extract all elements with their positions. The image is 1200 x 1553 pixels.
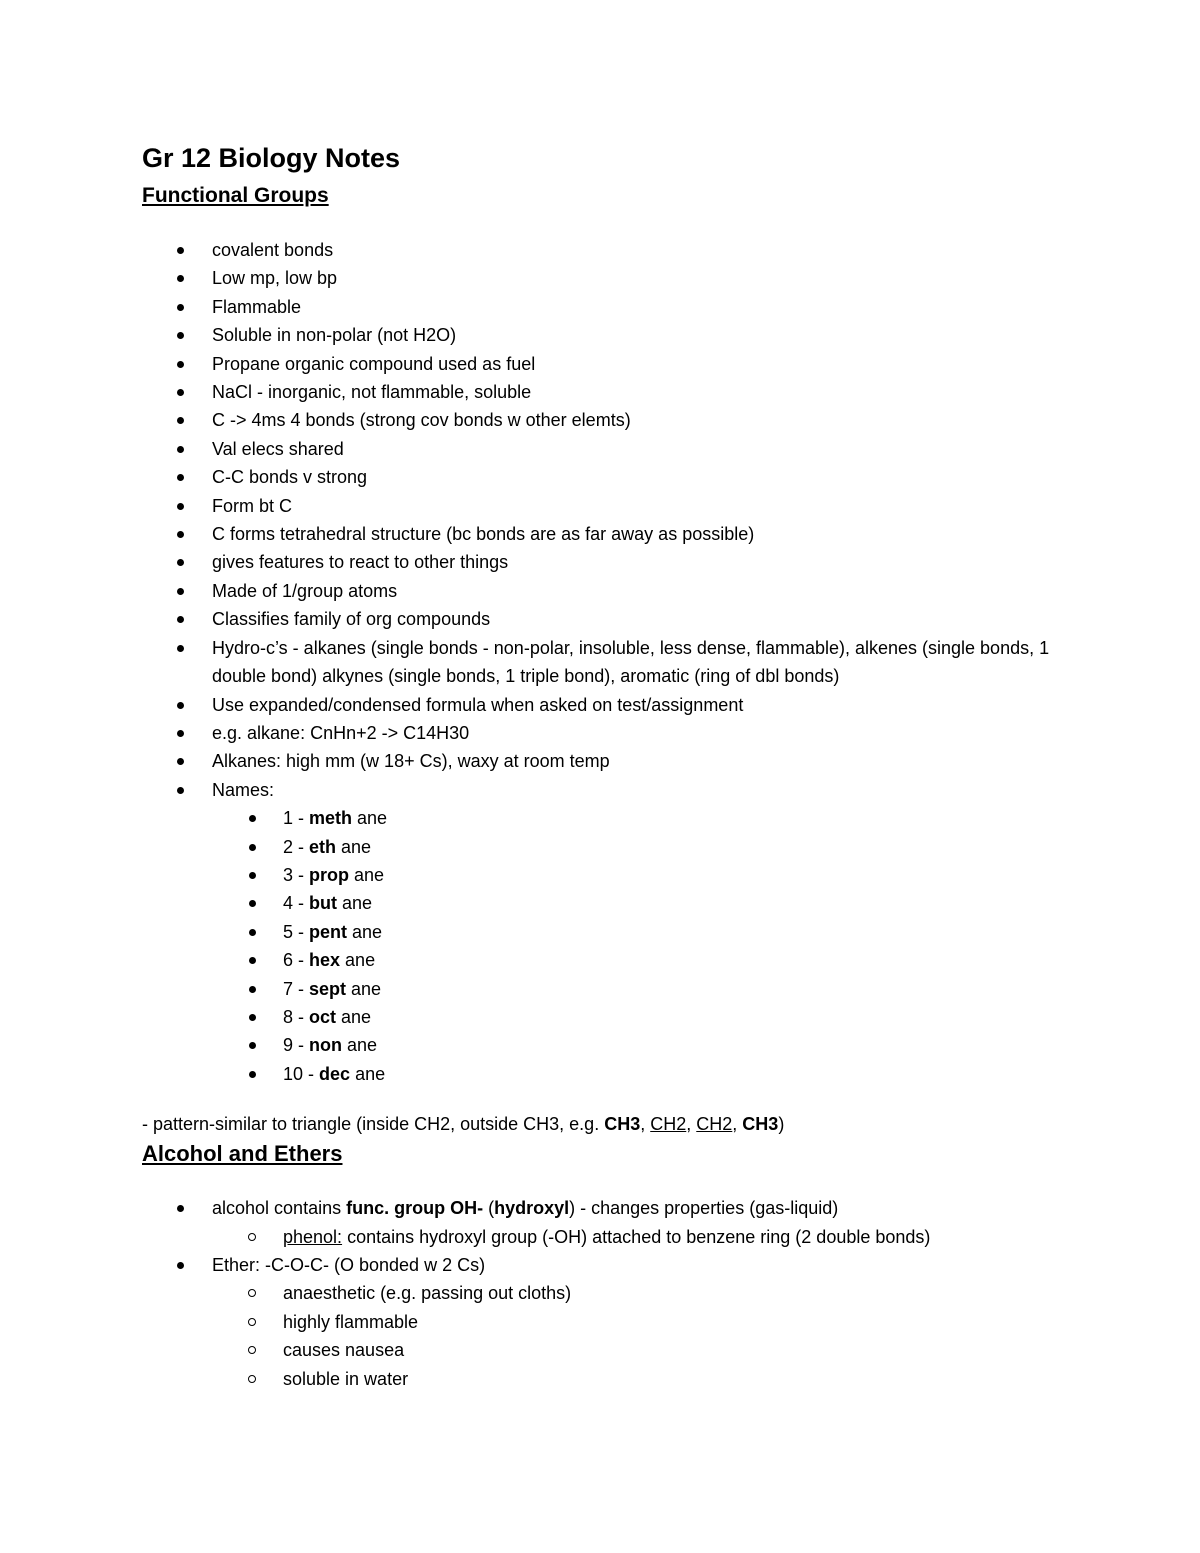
list-item: Classifies family of org compounds [212, 605, 1072, 633]
bullet-icon [177, 531, 184, 538]
hollow-bullet-icon [248, 1233, 256, 1241]
bullet-icon [249, 900, 256, 907]
bullet-icon [249, 1042, 256, 1049]
alkane-name-item: 2 - eth ane [283, 833, 1072, 861]
list-item: Low mp, low bp [212, 264, 1072, 292]
bullet-icon [249, 957, 256, 964]
alkane-name-item: 10 - dec ane [283, 1060, 1072, 1088]
alkane-name-item: 6 - hex ane [283, 946, 1072, 974]
list-item: Form bt C [212, 492, 1072, 520]
bullet-icon [249, 844, 256, 851]
page-title: Gr 12 Biology Notes [142, 143, 401, 173]
list-item: causes nausea [283, 1336, 1072, 1364]
bullet-icon [249, 986, 256, 993]
alkane-name-item: 8 - oct ane [283, 1003, 1072, 1031]
list-item: soluble in water [283, 1365, 1072, 1393]
list-item-alcohol: alcohol contains func. group OH- (hydroxyl) - changes properties (gas-liquid) phenol: contains hydroxyl group (-OH) attached to benzene ring (2 double bonds) [212, 1194, 1072, 1251]
list-item: NaCl - inorganic, not flammable, soluble [212, 378, 1072, 406]
alkane-names-list [212, 804, 1072, 1088]
bullet-icon [177, 758, 184, 765]
bullet-icon [177, 1205, 184, 1212]
bullet-icon [177, 332, 184, 339]
functional-groups-list [142, 236, 1072, 1088]
alcohol-ethers-list [142, 1194, 1072, 1393]
list-item: gives features to react to other things [212, 548, 1072, 576]
alkane-name-item: 3 - prop ane [283, 861, 1072, 889]
alkane-name-item: 7 - sept ane [283, 975, 1072, 1003]
bullet-icon [177, 304, 184, 311]
bullet-icon [177, 702, 184, 709]
list-item: Use expanded/condensed formula when asked on test/assignment [212, 691, 1072, 719]
bullet-icon [177, 361, 184, 368]
hollow-bullet-icon [248, 1318, 256, 1326]
notes-page [142, 138, 1072, 1393]
bullet-icon [249, 929, 256, 936]
bullet-icon [177, 474, 184, 481]
list-item: e.g. alkane: CnHn+2 -> C14H30 [212, 719, 1072, 747]
alcohol-sublist [212, 1223, 1072, 1251]
hollow-bullet-icon [248, 1346, 256, 1354]
bullet-icon [177, 1262, 184, 1269]
bullet-icon [177, 275, 184, 282]
bullet-icon [177, 247, 184, 254]
list-item: Made of 1/group atoms [212, 577, 1072, 605]
list-item: Soluble in non-polar (not H2O) [212, 321, 1072, 349]
list-item: Propane organic compound used as fuel [212, 350, 1072, 378]
bullet-icon [177, 503, 184, 510]
list-item: Alkanes: high mm (w 18+ Cs), waxy at room temp [212, 747, 1072, 775]
list-item: C forms tetrahedral structure (bc bonds are as far away as possible) [212, 520, 1072, 548]
list-item: highly flammable [283, 1308, 1072, 1336]
pattern-note: - pattern-similar to triangle (inside CH2, outside CH3, e.g. CH3, CH2, CH2, CH3) [142, 1114, 785, 1135]
list-item: covalent bonds [212, 236, 1072, 264]
bullet-icon [177, 389, 184, 396]
bullet-icon [177, 559, 184, 566]
bullet-icon [249, 1014, 256, 1021]
list-item: Flammable [212, 293, 1072, 321]
list-item-phenol: phenol: contains hydroxyl group (-OH) attached to benzene ring (2 double bonds) [283, 1223, 1072, 1251]
bullet-icon [177, 588, 184, 595]
bullet-icon [177, 645, 184, 652]
list-item: Val elecs shared [212, 435, 1072, 463]
list-item-names: Names: 1 - meth ane 2 - eth ane 3 - prop ane 4 - but ane 5 - pent ane 6 - hex ane 7 - sept ane 8 - oct ane 9 - non ane 10 - dec ane [212, 776, 1072, 1088]
section-heading-functional-groups: Functional Groups [142, 184, 329, 207]
bullet-icon [249, 1071, 256, 1078]
alkane-name-item: 4 - but ane [283, 889, 1072, 917]
alkane-name-item: 9 - non ane [283, 1031, 1072, 1059]
bullet-icon [177, 730, 184, 737]
bullet-icon [249, 872, 256, 879]
list-item: Hydro-c’s - alkanes (single bonds - non-polar, insoluble, less dense, flammable), alkenes (single bonds, 1 double bond) alkynes (single bonds, 1 triple bond), aromatic (ring of dbl bonds) [212, 634, 1072, 691]
bullet-icon [177, 446, 184, 453]
bullet-icon [177, 417, 184, 424]
section-heading-alcohol-ethers: Alcohol and Ethers [142, 1141, 343, 1167]
list-item-ether: Ether: -C-O-C- (O bonded w 2 Cs) anaesthetic (e.g. passing out cloths) highly flammable causes nausea soluble in water [212, 1251, 1072, 1393]
bullet-icon [177, 616, 184, 623]
list-item: C-C bonds v strong [212, 463, 1072, 491]
ether-sublist [212, 1279, 1072, 1393]
hollow-bullet-icon [248, 1375, 256, 1383]
alkane-name-item: 5 - pent ane [283, 918, 1072, 946]
hollow-bullet-icon [248, 1289, 256, 1297]
list-item: C -> 4ms 4 bonds (strong cov bonds w other elemts) [212, 406, 1072, 434]
alkane-name-item: 1 - meth ane [283, 804, 1072, 832]
bullet-icon [177, 787, 184, 794]
bullet-icon [249, 815, 256, 822]
list-item: anaesthetic (e.g. passing out cloths) [283, 1279, 1072, 1307]
